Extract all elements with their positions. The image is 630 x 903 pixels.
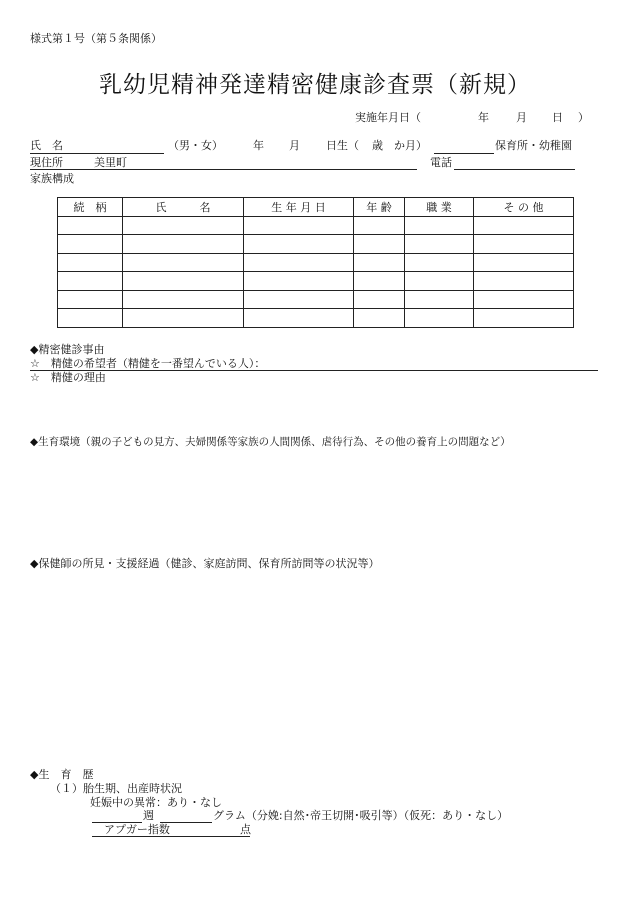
nurse-heading: ◆保健師の所見・支援経過（健診、家庭訪問、保育所訪問等の状況等） (30, 557, 380, 570)
name-label: 氏 名 (30, 139, 63, 152)
table-cell[interactable] (123, 309, 244, 328)
grams-label: グラム（分娩:自然･帝王切開･吸引等）（仮死：あり・なし） (213, 809, 509, 822)
exam-date-label: 実施年月日（ (355, 111, 421, 124)
exam-date-year: 年 (478, 111, 489, 124)
table-cell[interactable] (354, 216, 405, 235)
name-field[interactable] (30, 153, 164, 154)
form-number: 様式第１号（第５条関係） (30, 32, 162, 45)
reason-heading: ◆精密健診事由 (30, 343, 105, 356)
header-occupation: 職 業 (405, 198, 474, 217)
table-row (58, 272, 574, 291)
age-years-label: 歳 (372, 139, 383, 152)
reason-wish-field[interactable] (30, 370, 598, 371)
table-cell[interactable] (244, 253, 354, 272)
header-name: 氏 名 (123, 198, 244, 217)
table-cell[interactable] (244, 272, 354, 291)
table-row (58, 290, 574, 309)
table-cell[interactable] (58, 253, 123, 272)
apgar-field[interactable] (92, 836, 250, 837)
birth-month-label: 月 (289, 139, 300, 152)
exam-date-close: ） (578, 111, 589, 124)
history-heading: ◆生 育 歴 (30, 768, 94, 781)
reason-why: ☆ 精健の理由 (30, 371, 106, 384)
reason-wish: ☆ 精健の希望者（精健を一番望んでいる人）： (30, 357, 266, 370)
table-cell[interactable] (354, 272, 405, 291)
table-cell[interactable] (354, 235, 405, 254)
points-label: 点 (240, 823, 251, 836)
table-cell[interactable] (474, 290, 574, 309)
table-cell[interactable] (244, 290, 354, 309)
header-age: 年 齢 (354, 198, 405, 217)
table-cell[interactable] (244, 235, 354, 254)
exam-date-month: 月 (516, 111, 527, 124)
table-cell[interactable] (244, 309, 354, 328)
table-cell[interactable] (474, 253, 574, 272)
table-cell[interactable] (123, 253, 244, 272)
table-cell[interactable] (474, 216, 574, 235)
table-cell[interactable] (354, 309, 405, 328)
table-cell[interactable] (405, 253, 474, 272)
phone-field[interactable] (454, 169, 575, 170)
table-cell[interactable] (123, 290, 244, 309)
pregnancy-abnormal: 妊娠中の異常：あり・なし (90, 796, 222, 809)
table-cell[interactable] (123, 272, 244, 291)
table-cell[interactable] (123, 216, 244, 235)
exam-date-day: 日 (552, 111, 563, 124)
table-cell[interactable] (474, 235, 574, 254)
birth-year-label: 年 (253, 139, 264, 152)
table-cell[interactable] (244, 216, 354, 235)
phone-label: 電話 (430, 156, 452, 169)
table-row (58, 309, 574, 328)
family-label: 家族構成 (30, 172, 74, 185)
apgar-label: アプガー指数 (104, 823, 170, 836)
address-value: 美里町 (94, 156, 127, 169)
page-title: 乳幼児精神発達精密健康診査票（新規） (99, 72, 531, 98)
table-row (58, 253, 574, 272)
table-cell[interactable] (354, 290, 405, 309)
history-item1: （１）胎生期、出産時状況 (50, 782, 182, 795)
family-table-header (58, 198, 574, 217)
school-label: 保育所・幼稚園 (495, 139, 572, 152)
table-cell[interactable] (405, 235, 474, 254)
table-cell[interactable] (58, 290, 123, 309)
school-field[interactable] (434, 153, 494, 154)
table-cell[interactable] (123, 235, 244, 254)
table-row (58, 216, 574, 235)
table-cell[interactable] (474, 309, 574, 328)
weeks-label: 週 (143, 809, 154, 822)
age-months-label: か月） (394, 139, 427, 152)
table-cell[interactable] (58, 309, 123, 328)
table-cell[interactable] (474, 272, 574, 291)
table-cell[interactable] (58, 216, 123, 235)
table-cell[interactable] (58, 272, 123, 291)
birth-day-label: 日生（ (326, 139, 359, 152)
header-relation: 続 柄 (58, 198, 123, 217)
table-cell[interactable] (405, 309, 474, 328)
family-table (57, 197, 574, 328)
table-cell[interactable] (58, 235, 123, 254)
header-other: そ の 他 (474, 198, 574, 217)
table-cell[interactable] (405, 290, 474, 309)
table-row (58, 235, 574, 254)
table-cell[interactable] (405, 272, 474, 291)
environment-heading: ◆生育環境（親の子どもの見方、夫婦関係等家族の人間関係、虐待行為、その他の養育上の問題など） (30, 436, 511, 448)
address-label: 現住所 (30, 156, 63, 169)
address-field[interactable] (30, 169, 417, 170)
gender-choice: （男・女） (168, 139, 223, 152)
header-birthdate: 生 年 月 日 (244, 198, 354, 217)
table-cell[interactable] (405, 216, 474, 235)
table-cell[interactable] (354, 253, 405, 272)
